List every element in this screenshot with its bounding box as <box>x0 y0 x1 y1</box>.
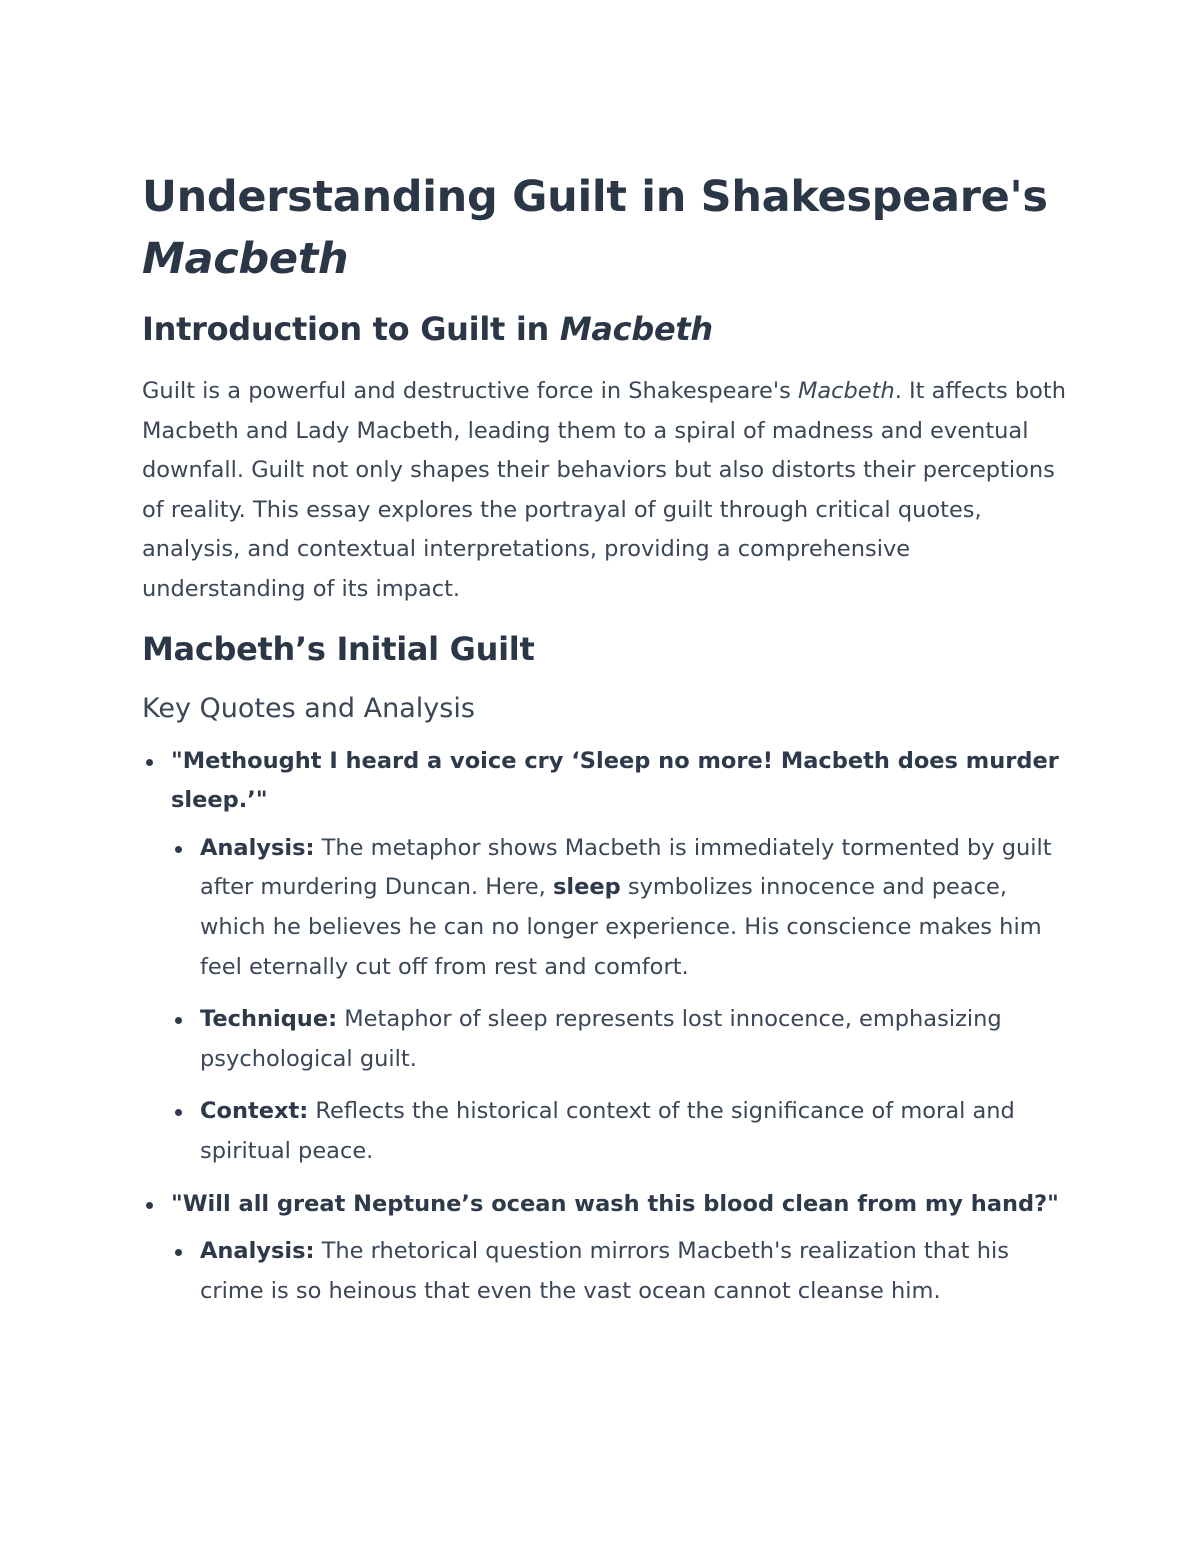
quote-details-list <box>171 829 1072 1172</box>
analysis-text-part2: symbolizes innocence and peace, which he believes he can no longer experience. His conscience makes him feel eternally cut off from rest and comfort. <box>200 874 1042 980</box>
technique-item <box>171 1000 1072 1079</box>
title-italic: Macbeth <box>142 234 349 284</box>
intro-heading-text: Introduction to Guilt in <box>142 310 560 348</box>
context-label: Context: <box>200 1098 309 1125</box>
intro-paragraph-italic: Macbeth <box>797 378 895 404</box>
intro-paragraph-part2: . It affects both Macbeth and Lady Macbeth, leading them to a spiral of madness and eventual downfall. Guilt not only shapes their behaviors but also distorts their perceptions of reality. This essay explores the portrayal of guilt through critical quotes, analysis, and contextual interpretations, providing a comprehensive understanding of its impact. <box>142 378 1066 602</box>
quote-details-list <box>171 1232 1072 1311</box>
intro-heading-italic: Macbeth <box>559 310 713 348</box>
quote-text: "Methought I heard a voice cry ‘Sleep no more! Macbeth does murder sleep.’" <box>171 747 1059 814</box>
quote-text: "Will all great Neptune’s ocean wash this blood clean from my hand?" <box>171 1190 1059 1217</box>
section-heading: Macbeth’s Initial Guilt <box>142 629 535 668</box>
document-page <box>142 166 1072 1324</box>
context-item <box>171 1092 1072 1171</box>
analysis-label: Analysis: <box>200 834 315 861</box>
analysis-item <box>171 829 1072 987</box>
quote-item <box>142 1185 1072 1312</box>
intro-heading <box>142 308 1072 350</box>
quote-item <box>142 742 1072 1172</box>
quotes-list <box>142 742 1072 1312</box>
context-text: Reflects the historical context of the significance of moral and spiritual peace. <box>200 1098 1015 1164</box>
document-title <box>142 166 1072 290</box>
intro-paragraph <box>142 372 1072 610</box>
analysis-item <box>171 1232 1072 1311</box>
technique-label: Technique: <box>200 1006 338 1033</box>
analysis-text-part1: The metaphor shows Macbeth is immediately tormented by guilt after murdering Duncan. Here, <box>200 834 1052 901</box>
technique-text: Metaphor of sleep represents lost innocence, emphasizing psychological guilt. <box>200 1006 1002 1072</box>
analysis-label: Analysis: <box>200 1238 315 1265</box>
section-subheading: Key Quotes and Analysis <box>142 692 475 724</box>
analysis-bold-word: sleep <box>552 874 621 901</box>
analysis-text: The rhetorical question mirrors Macbeth's realization that his crime is so heinous that even the vast ocean cannot cleanse him. <box>200 1238 1009 1304</box>
intro-paragraph-part1: Guilt is a powerful and destructive force in Shakespeare's <box>142 378 798 404</box>
title-main: Understanding Guilt in Shakespeare's <box>142 172 1048 222</box>
